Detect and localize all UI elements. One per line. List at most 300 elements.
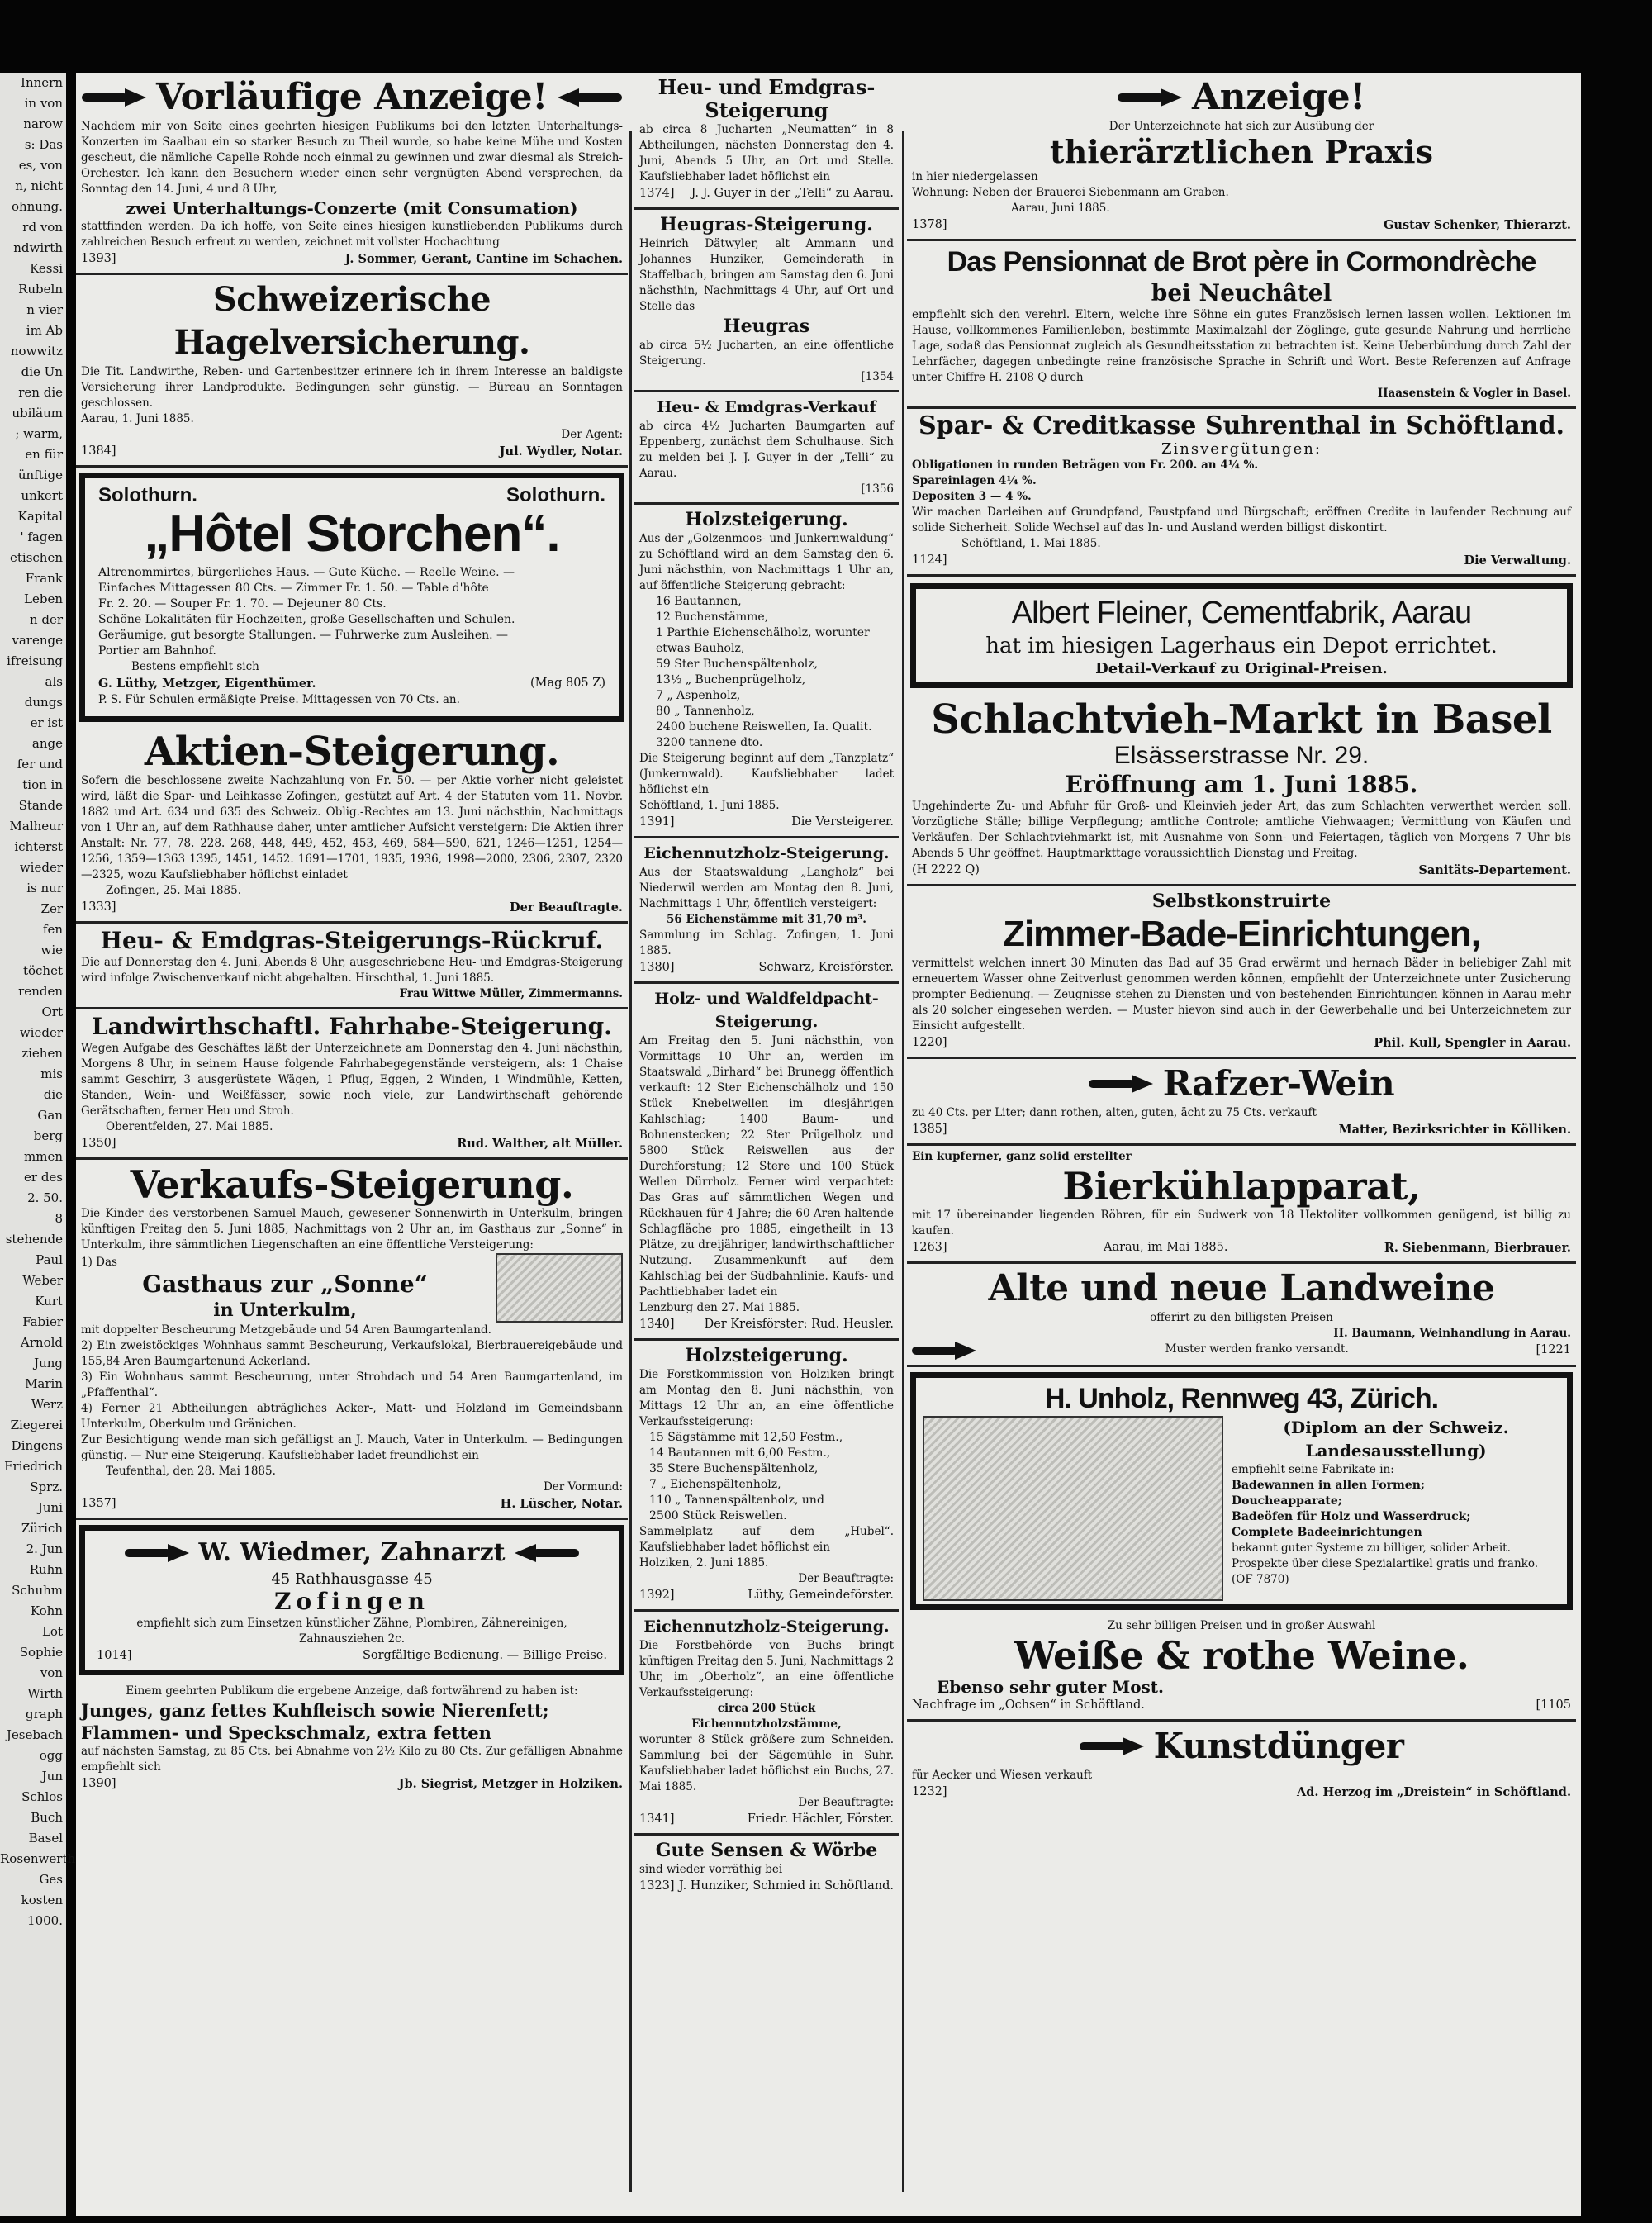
ad-highlight: Eröffnung am 1. Juni 1885. [1065, 771, 1418, 798]
fragment-line: unkert [21, 488, 63, 503]
ad-title: Eichennutzholz-Steigerung. [643, 844, 890, 862]
ad-number: [1221 [1536, 1343, 1571, 1356]
ad-text: Nachdem mir von Seite eines geehrten hiesigen Publikums bei den letzten Unterhaltungs-Konzerten im Saalbau ein so starker Besuch zu Theil wurde, so habe keine Mühe und Kosten gescheut, die nämliche Capelle Rohde noch einmal zu gewinnen und zwar diesmal als Streich-Orchester. Ich kann den Besuchern wieder einen sehr vergnügten Abend versprechen, da Sonntag den 14. Juni, 4 und 8 Uhr, [81, 120, 623, 196]
ad-signature: Die Verwaltung. [1464, 553, 1571, 568]
wood-item: 14 Bautannen mit 6,00 Festm., [649, 1446, 831, 1460]
fragment-line: Juni [37, 1500, 63, 1515]
ad-zimmer-bade [907, 886, 1576, 1059]
ad-agent-label: Der Beauftragte: [798, 1796, 894, 1809]
ad-title: Schweizerische Hagelversicherung. [173, 280, 530, 362]
fragment-line: berg [33, 1128, 63, 1143]
ad-text: empfiehlt seine Fabrikate in: [1232, 1463, 1394, 1476]
ad-title: Gute Sensen & Wörbe [655, 1840, 878, 1861]
wood-list [639, 1430, 894, 1524]
fragment-line: Weber [22, 1273, 63, 1288]
fragment-line: fen [42, 922, 63, 937]
ad-kuhfleisch [76, 1680, 628, 1798]
ad-text: Die Steigerung beginnt auf dem „Tanzplatz“ (Junkernwald). Kaufsliebhaber ladet höflichst ein [639, 752, 894, 796]
ad-signature: Der Beauftragte. [510, 900, 623, 914]
ad-signature: R. Siebenmann, Bierbrauer. [1384, 1241, 1571, 1255]
fragment-line: wieder [19, 860, 63, 875]
ad-headline: Flammen- und Speckschmalz, extra fetten [81, 1722, 491, 1743]
ad-number: 1220] [912, 1036, 947, 1049]
ad-date: Aarau, im Mai 1885. [1103, 1241, 1228, 1254]
ad-number: [1105 [1536, 1698, 1571, 1712]
ad-signature: Sanitäts-Departement. [1418, 863, 1571, 877]
ad-text: Aus der Staatswaldung „Langholz“ bei Niederwil werden am Montag den 8. Juni, Nachmittags 1 Uhr, öffentlich versteigert: [639, 866, 894, 910]
ad-heu-emdgras [634, 73, 899, 210]
ad-signature: Friedr. Hächler, Förster. [747, 1812, 894, 1826]
ad-footer: Muster werden franko versandt. [1165, 1342, 1349, 1356]
fragment-line: Kapital [17, 509, 63, 524]
ad-waldfeldpacht [634, 984, 899, 1341]
ad-number: 1333] [81, 900, 116, 914]
ad-number: 1391] [639, 815, 675, 829]
ad-signature: Schwarz, Kreisförster. [758, 961, 894, 974]
fragment-line: er des [24, 1170, 63, 1185]
ad-number: 1393] [81, 252, 116, 265]
column-rule [629, 131, 632, 2192]
ad-text: stattfinden werden. Da ich hoffe, von Seite eines hiesigen kunstliebenden Publikums durch zahlreichen Besuch erfreut zu werden, zeichnet mit vollster Hochachtung [81, 220, 623, 249]
ad-title: Albert Fleiner, Cementfabrik, Aarau [1011, 596, 1472, 630]
ad-date: Teufenthal, den 28. Mai 1885. [106, 1465, 276, 1478]
ad-heu-rueckruf [76, 924, 628, 1009]
ad-date: Holziken, 2. Juni 1885. [639, 1556, 769, 1570]
fragment-line: Wirth [27, 1686, 63, 1701]
ad-signature: Gustav Schenker, Thierarzt. [1384, 218, 1571, 232]
ad-number: 1390] [81, 1777, 116, 1790]
ad-text: Die Forstkommission von Holziken bringt am Montag den 8. Juni nächsthin, von Mittags 12 Uhr an, an eine öffentliche Verkaufssteigerung: [639, 1368, 894, 1428]
fragment-line: stehende [5, 1232, 63, 1247]
ad-agent-label: Der Agent: [561, 428, 623, 441]
wood-list [639, 594, 894, 751]
ad-text: zu 40 Cts. per Liter; dann rothen, alten, guten, ächt zu 75 Cts. verkauft [912, 1106, 1317, 1119]
ad-title: Anzeige! [1192, 76, 1365, 118]
ad-schlachtvieh-markt [907, 695, 1576, 886]
fragment-line: Ruhn [29, 1562, 63, 1577]
fragment-line: 2. Jun [26, 1541, 63, 1556]
ad-subtitle: Zinsvergütungen: [1161, 440, 1322, 458]
ad-title: Weiße & rothe Weine. [1014, 1633, 1469, 1678]
wood-item: 7 „ Eichenspältenholz, [649, 1478, 781, 1491]
fragment-line: dungs [24, 695, 63, 710]
ad-title: Heu- und Emdgras-Steigerung [657, 75, 876, 122]
fragment-line: Jung [34, 1356, 63, 1370]
fragment-line: Dingens [11, 1438, 63, 1453]
fragment-line: Buch [31, 1810, 63, 1825]
ad-text: sind wieder vorräthig bei [639, 1863, 783, 1876]
ad-title: Landwirthschaftl. Fahrhabe-Steigerung. [92, 1013, 612, 1040]
fragment-line: tion in [22, 777, 63, 792]
ad-text: mit 17 übereinander liegenden Röhren, für ein Sudwerk von 18 Hektoliter vollkommen genügend, ist billig zu kaufen. [912, 1209, 1571, 1237]
ad-title: Heu- & Emdgras-Verkauf [657, 398, 876, 416]
fragment-line: narow [23, 116, 63, 131]
ad-number: 1340] [639, 1318, 675, 1331]
ad-number: 1385] [912, 1123, 947, 1136]
ad-vorlaeufige-anzeige [76, 73, 628, 275]
fragment-line: ifreisung [7, 653, 63, 668]
fragment-line: Leben [24, 591, 63, 606]
fragment-line: Sprz. [30, 1480, 63, 1494]
ad-holzsteigerung-1 [634, 505, 899, 838]
fragment-line: Friedrich [4, 1459, 63, 1474]
ad-footer: Sorgfältige Bedienung. — Billige Preise. [362, 1649, 607, 1662]
fragment-line: Innern [21, 75, 63, 90]
rate-line: Obligationen in runden Beträgen von Fr. 200. an 4¼ %. [912, 458, 1259, 472]
ad-subtitle: Selbstkonstruirte [1151, 891, 1332, 912]
fragment-line: ohnung. [11, 199, 63, 214]
ad-highlight: Heugras [723, 316, 810, 337]
ad-signature: H. Baumann, Weinhandlung in Aarau. [1333, 1327, 1571, 1340]
ad-text: worunter 8 Stück größere zum Schneiden. Sammlung bei der Sägemühle in Suhr. Kaufsliebhaber ladet höflichst ein Buchs, 27. Mai 1885. [639, 1733, 894, 1793]
left-column-fragment [0, 73, 76, 2216]
ad-number: [1354 [861, 370, 894, 383]
ad-text: Detail-Verkauf zu Original-Preisen. [1095, 660, 1388, 677]
ad-title: Heugras-Steigerung. [660, 214, 873, 235]
hotel-detail-line: Altrenommirtes, bürgerliches Haus. — Gute Küche. — Reelle Weine. — [98, 566, 515, 579]
ad-number: 1357] [81, 1497, 116, 1510]
ad-eichennutzholz-2 [634, 1612, 899, 1836]
fragment-line: Fabier [22, 1314, 63, 1329]
fragment-line: ziehen [21, 1046, 63, 1061]
ad-kunstduenger [907, 1722, 1576, 1806]
ad-text: Nachfrage im „Ochsen“ in Schöftland. [912, 1698, 1145, 1712]
fragment-line: die Un [21, 364, 63, 379]
ad-title: Das Pensionnat de Brot père in Cormondrèche [947, 246, 1536, 278]
ad-signature: G. Lüthy, Metzger, Eigenthümer. [98, 677, 316, 691]
column-rule [902, 131, 904, 2192]
ad-title: Holzsteigerung. [685, 509, 848, 530]
ad-number: 1341] [639, 1812, 675, 1826]
ad-hagelversicherung [76, 275, 628, 468]
ad-holzsteigerung-2 [634, 1341, 899, 1612]
fragment-line: graph [26, 1707, 63, 1722]
ad-text: Die Kinder des verstorbenen Samuel Mauch, gewesener Sonnenwirth in Unterkulm, bringen künftigen Freitag den 5. Juni 1885, Nachmittags von 2 Uhr an, im Gasthaus zur „Sonne“ in Unterkulm, ihre sämmtlichen Liegenschaften an eine öffentliche Versteigerung: [81, 1207, 623, 1252]
fragment-line: Sophie [19, 1645, 63, 1660]
fragment-line: Basel [28, 1831, 63, 1845]
ad-heu-verkauf [634, 392, 899, 505]
fragment-line: Arnold [20, 1335, 63, 1350]
wood-item: 110 „ Tannenspältenholz, und [649, 1494, 824, 1507]
fragment-line: ; warm, [15, 426, 63, 441]
fragment-line: n, nicht [15, 178, 63, 193]
fragment-line: ünftige [17, 468, 63, 482]
ad-text: Einem geehrten Publikum die ergebene Anzeige, daß fortwährend zu haben ist: [126, 1684, 578, 1698]
ad-fahrhabe-steigerung [76, 1009, 628, 1160]
ad-title: Rafzer-Wein [1162, 1063, 1395, 1104]
bath-apparatus-illustration [923, 1416, 1223, 1601]
ad-heugras [634, 210, 899, 392]
fragment-line: etischen [10, 550, 63, 565]
fragment-line: Gan [37, 1108, 63, 1123]
ad-date: Aarau, Juni 1885. [1011, 202, 1110, 215]
fragment-line: Ges [39, 1872, 63, 1887]
fragment-line: Rubeln [18, 282, 63, 297]
fragment-line: ichterst [14, 839, 63, 854]
ad-text: Sammelplatz auf dem „Hubel“. Kaufsliebhaber ladet höflichst ein [639, 1525, 894, 1554]
ad-subtitle: bei Neuchâtel [1151, 279, 1332, 306]
ad-agent-label: Der Beauftragte: [798, 1572, 894, 1585]
fragment-line: Rosenwerth [0, 1851, 76, 1866]
ad-text: Wegen Aufgabe des Geschäftes läßt der Unterzeichnete am Donnerstag den 4. Juni nächsthin, Morgens 8 Uhr, in seinem Hause folgende Fahrhabegegenstände versteigern, als: 1 Chaise sammt Geschirr, 3 ausgerüstete Wägen, 1 Pflug, Eggen, 2 Winden, 1 Windmühle, Ketten, Standen, Wein- und Weißfässer, sowie noch viele, zur Landwirthschaft gehörende Gerätschaften, ferner Heu und Stroh. [81, 1042, 623, 1118]
ad-date: Aarau, 1. Juni 1885. [81, 412, 194, 425]
ad-number: 1384] [81, 444, 116, 458]
ad-date: Schöftland, 1. Juni 1885. [639, 799, 780, 812]
product-item: Badewannen in allen Formen; [1232, 1479, 1426, 1492]
ad-date: Zofingen, 25. Mai 1885. [106, 884, 242, 897]
ad-text: Sammlung im Schlag. Zofingen, 1. Juni 1885. [639, 929, 894, 957]
ad-number: 1350] [81, 1137, 116, 1150]
ad-number: [1356 [861, 482, 894, 496]
ad-text: bekannt guter Systeme zu billiger, solider Arbeit. Prospekte über diese Spezialartikel gratis und franko. (OF 7870) [1232, 1541, 1539, 1586]
fragment-line: nowwitz [10, 344, 63, 359]
newspaper-page [76, 73, 1581, 2216]
list-item: mit doppelter Bescheurung Metzgebäude und 54 Aren Baumgartenland. [81, 1323, 491, 1337]
ad-signature: Rud. Walther, alt Müller. [457, 1137, 623, 1151]
ad-title: Kunstdünger [1153, 1726, 1404, 1766]
fragment-line: es, von [18, 158, 63, 173]
wood-item: 12 Buchenstämme, [656, 610, 769, 624]
ad-subtitle: Zu sehr billigen Preisen und in großer Auswahl [1107, 1619, 1376, 1632]
ad-text: Die Tit. Landwirthe, Reben- und Gartenbesitzer erinnere ich in ihrem Interesse an baldigste Versicherung ihrer Landprodukte. Bedingungen sehr günstig. — Büreau an Sonntagen geschlossen. [81, 365, 623, 410]
fragment-line: mis [40, 1066, 63, 1081]
hotel-details [98, 565, 605, 659]
ad-number: 1232] [912, 1785, 947, 1798]
ad-pensionnat [907, 241, 1576, 409]
product-list [1232, 1478, 1560, 1541]
fragment-line: is nur [26, 881, 63, 895]
city-left: Solothurn. [98, 484, 197, 506]
fragment-line: mmen [24, 1149, 63, 1164]
ad-text: in hier niedergelassen [912, 170, 1038, 183]
ad-bierkuehlapparat [907, 1146, 1576, 1264]
ad-title: Bierkühlapparat, [1062, 1164, 1421, 1209]
wood-item: 2500 Stück Reiswellen. [649, 1509, 787, 1522]
ad-text: vermittelst welchen innert 30 Minuten das Bad auf 35 Grad erwärmt und hernach Bäder in beliebiger Zahl mit erneuertem Wasser ohne Zeitverlust genommen werden können, empfiehlt der Unterzeichnete unter Zusicherung prompter Bedienung. — Zeugnisse stehen zu Diensten und von bestehenden Einrichtungen können in Aarau mehr als 20 solcher eingesehen werden. — Muster hievon sind auch in der Gewerbehalle und bei Unterzeichnetem zur Einsicht aufgestellt. [912, 957, 1571, 1033]
ad-text: Die auf Donnerstag den 4. Juni, Abends 8 Uhr, ausgeschriebene Heu- und Emdgras-Steigerung wird infolge Zwischenverkauf nicht abgehalten. Hirschthal, 1. Juni 1885. [81, 956, 623, 985]
ad-landweine [907, 1264, 1576, 1367]
fragment-line: Schlos [21, 1789, 63, 1804]
pointing-hand-icon [513, 1544, 579, 1562]
fragment-line: Frank [25, 571, 63, 586]
fragment-line: die [43, 1087, 63, 1102]
ad-code: (Mag 805 Z) [529, 677, 605, 690]
ad-number: 1014] [97, 1649, 132, 1662]
pointing-hand-icon [125, 1544, 191, 1562]
ad-text: Ungehinderte Zu- und Abfuhr für Groß- und Kleinvieh jeder Art, das zum Schlachten verwerthet werden soll. Vorzügliche Ställe; billige Verpflegung; amtliche Controle; amtliche Viehwaagen; Vermittlung von Käufen und Verkäufen. Der Schlachtviehmarkt ist, mit Ausnahme von Sonn- und Feiertagen, täglich von Morgens 7 Uhr bis Abends 5 Uhr geöffnet. Hauptmarkttage voraussichtlich Dienstag und Freitag. [912, 800, 1571, 860]
ad-highlight: Eichennutzholzstämme, [691, 1717, 842, 1731]
fragment-line: Schuhm [12, 1583, 63, 1598]
fragment-line: im Ab [26, 323, 63, 338]
hotel-detail-line: Geräumige, gut besorgte Stallungen. — Fuhrwerke zum Ausleihen. — [98, 629, 509, 642]
wood-item: 1 Parthie Eichenschälholz, worunter etwas Bauholz, [656, 626, 870, 655]
ad-title: Eichennutzholz-Steigerung. [643, 1617, 890, 1636]
ad-headline: Junges, ganz fettes Kuhfleisch sowie Nierenfett; [81, 1700, 549, 1721]
ad-address: 45 Rathhausgasse 45 [271, 1570, 433, 1588]
fragment-line: en für [25, 447, 63, 462]
ad-text: Zur Besichtigung wende man sich gefälligst an J. Mauch, Vater in Unterkulm. — Bedingungen günstig. — Nur eine Steigerung. Kaufsliebhaber ladet freundlichst ein [81, 1433, 623, 1462]
ad-hotel-storchen [79, 473, 624, 722]
building-illustration [496, 1253, 623, 1323]
wood-item: 59 Ster Buchenspältenholz, [656, 658, 819, 671]
ad-text: ab circa 8 Jucharten „Neumatten“ in 8 Abtheilungen, nächsten Donnerstag den 4. Juni, Abends 5 Uhr, an Ort und Stelle. Kaufsliebhaber ladet höflichst ein [639, 123, 894, 183]
ad-text: Wir machen Darleihen auf Grundpfand, Faustpfand und Bürgschaft; eröffnen Credite in laufender Rechnung auf solide Sicherheit. Solide Wechsel auf das In- und Ausland werden billigst diskontirt. [912, 506, 1571, 534]
ad-text: Der Unterzeichnete hat sich zur Ausübung der [1108, 120, 1374, 133]
fragment-line: kosten [21, 1893, 63, 1907]
fragment-line: ' fagen [20, 530, 63, 544]
fragment-line: Marin [25, 1376, 63, 1391]
ad-signature: Lüthy, Gemeindeförster. [748, 1589, 894, 1602]
fragment-line: als [45, 674, 63, 689]
ad-eichennutzholz-1 [634, 838, 899, 984]
ad-city: Zofingen [274, 1588, 430, 1615]
ad-text: Bestens empfiehlt sich [131, 660, 259, 673]
ad-address: Wohnung: Neben der Brauerei Siebenmann am Graben. [912, 186, 1229, 199]
ad-number: 1374] [639, 187, 675, 200]
ad-text: Heinrich Dätwyler, alt Ammann und Johannes Hunziker, Gemeinderath in Staffelbach, bringen am Samstag den 6. Juni nächsthin, Nachmittags 4 Uhr, auf Ort und Stelle das [639, 237, 894, 313]
fragment-line: varenge [12, 633, 63, 648]
wood-item: 7 „ Aspenholz, [656, 689, 741, 702]
gasthaus-name: Gasthaus zur „Sonne“ [142, 1270, 428, 1298]
fragment-line: in von [24, 96, 63, 111]
product-item: Doucheapparate; [1232, 1494, 1342, 1508]
fragment-line: s: Das [24, 137, 63, 152]
ad-text: offerirt zu den billigsten Preisen [1150, 1311, 1333, 1324]
ad-guardian-label: Der Vormund: [543, 1480, 623, 1494]
ad-title: Holz- und Waldfeldpacht-Steigerung. [654, 990, 879, 1031]
fragment-line: von [40, 1665, 63, 1680]
ad-signature: J. J. Guyer in der „Telli“ zu Aarau. [691, 187, 894, 200]
ad-wiedmer-zahnarzt [79, 1525, 624, 1675]
ad-text: Am Freitag den 5. Juni nächsthin, von Vormittags 10 Uhr an, werden im Staatswald „Birhard“ bei Brunegg öffentlich verkauft: 12 Ster Eichenschälholz und 150 Stück Knebelwellen im diesjährigen Kahlschlag; 1400 Baum- und Bohnenstecken; 22 Ster Prügelholz und 5800 Stück Reiswellen aus der Durchforstung; 12 Stere und 100 Stück Wellen Dürrholz. Ferner wird verpachtet: Das Gras auf sämmtlichen Wegen und Rückhauen für 4 Jahre; die 60 Aren haltende Schlagfläche pro 1885, eingetheilt in 13 Plätze, zu dreijähriger, landwirthschaftlicher Nutzung. Zusammenkunft auf dem Kahlschlag bei der Südbahnlinie. Kaufs- und Pachtliebhaber ladet ein [639, 1034, 894, 1299]
ad-signature: Jb. Siegrist, Metzger in Holziken. [398, 1777, 623, 1791]
ad-signature: Haasenstein & Vogler in Basel. [1377, 387, 1571, 400]
wood-item: 15 Sägstämme mit 12,50 Festm., [649, 1431, 843, 1444]
fragment-line: 2. 50. [27, 1190, 63, 1205]
pointing-hand-icon [1089, 1075, 1155, 1093]
ad-date: Oberentfelden, 27. Mai 1885. [106, 1120, 273, 1133]
ad-title: Verkaufs-Steigerung. [130, 1162, 574, 1207]
fragment-line: Malheur [9, 819, 63, 834]
ad-title: Aktien-Steigerung. [144, 729, 560, 775]
ad-date: Lenzburg den 27. Mai 1885. [639, 1301, 800, 1314]
rate-line: Depositen 3 — 4 %. [912, 490, 1032, 503]
fragment-line: ren die [18, 385, 63, 400]
ad-title: Alte und neue Landweine [988, 1267, 1495, 1309]
city-right: Solothurn. [506, 484, 605, 506]
wood-item: 16 Bautannen, [656, 595, 742, 608]
ad-number: 1124] [912, 553, 947, 567]
fragment-line: Ziegerei [10, 1418, 63, 1432]
ad-date: Schöftland, 1. Mai 1885. [961, 537, 1101, 550]
column-2 [634, 73, 899, 1900]
ad-number: 1380] [639, 961, 675, 974]
ad-text: Aus der „Golzenmoos- und Junkernwaldung“ zu Schöftland wird an dem Samstag den 6. Juni nächsthin, von Nachmittags 1 Uhr an, auf öffentliche Steigerung gebracht: [639, 532, 894, 592]
fragment-line: rd von [22, 220, 63, 235]
ad-headline: thierärztlichen Praxis [1050, 133, 1433, 170]
fragment-line: ogg [39, 1748, 63, 1763]
ad-number: 1378] [912, 218, 947, 231]
ad-text: für Aecker und Wiesen verkauft [912, 1769, 1093, 1782]
ad-text: Sofern die beschlossene zweite Nachzahlung von Fr. 50. — per Aktie vorher nicht geleistet wird, läßt die Spar- und Leihkasse Zofingen, gestützt auf Art. 4 der Statuten vom 11. Novbr. 1882 und Art. 634 und 635 des Schweiz. Oblig.-Rechtes am 13. Juni nächsthin, Nachmittags von 1 Uhr an, auf dem Rathhause daher, unter amtlicher Aufsicht versteigern: Die Aktien ihrer Anstalt: Nr. 77, 78. 228. 268, 448, 449, 452, 453, 469, 584—590, 621, 1246—1251, 1254—1256, 1359—1363 1395, 1451, 1452. 1691—1701, 1935, 1936, 1998—2000, 2306, 2307, 2320—2325, wozu Kaufsliebhaber höflichst einladet [81, 774, 623, 881]
list-item: 1) Das [81, 1255, 117, 1269]
ad-subtitle: Ein kupferner, ganz solid erstellter [912, 1150, 1132, 1163]
ad-text: ab circa 5½ Jucharten, an eine öffentliche Steigerung. [639, 339, 894, 368]
ad-title: Vorläufige Anzeige! [156, 76, 548, 118]
fragment-line: 8 [55, 1211, 63, 1226]
wood-item: 35 Stere Buchenspältenholz, [649, 1462, 819, 1475]
fragment-line: Kurt [35, 1294, 63, 1309]
hotel-detail-line: Einfaches Mittagessen 80 Cts. — Zimmer Fr. 1. 50. — Table d'hôte [98, 582, 489, 595]
ad-signature: Ad. Herzog im „Dreistein“ in Schöftland. [1296, 1785, 1571, 1799]
ad-subtitle: (Diplom an der Schweiz. Landesausstellung) [1283, 1418, 1509, 1461]
product-item: Badeöfen für Holz und Wasserdruck; [1232, 1510, 1471, 1523]
ad-signature: H. Lüscher, Notar. [500, 1497, 623, 1511]
pointing-hand-icon [912, 1342, 978, 1360]
fragment-line: ubiläum [12, 406, 63, 420]
ad-verkaufs-steigerung [76, 1160, 628, 1520]
pointing-hand-icon [1080, 1737, 1146, 1755]
ad-title: Spar- & Creditkasse Suhrenthal in Schöftland. [918, 411, 1565, 440]
ad-text: Ebenso sehr guter Most. [937, 1677, 1165, 1697]
ad-text: empfiehlt sich zum Einsetzen künstlicher Zähne, Plombiren, Zähnereinigen, Zahnausziehen 2c. [136, 1617, 567, 1646]
ad-rafzer-wein [907, 1059, 1576, 1146]
ad-aktien-steigerung [76, 727, 628, 924]
fragment-line: renden [18, 984, 63, 999]
fragment-line: 1000. [27, 1913, 63, 1928]
ad-unholz [910, 1372, 1573, 1610]
ad-title: Holzsteigerung. [685, 1345, 848, 1366]
ad-signature: Der Kreisförster: Rud. Heusler. [704, 1318, 894, 1331]
ad-signature: Phil. Kull, Spengler in Aarau. [1374, 1036, 1571, 1050]
ad-albert-fleiner [910, 583, 1573, 688]
ad-signature: Matter, Bezirksrichter in Kölliken. [1338, 1123, 1571, 1137]
ad-address: Elsässerstrasse Nr. 29. [1113, 742, 1370, 769]
ad-signature: J. Hunziker, Schmied in Schöftland. [678, 1879, 894, 1893]
gasthaus-location: in Unterkulm, [213, 1299, 357, 1321]
ad-text: empfiehlt sich den verehrl. Eltern, welche ihre Söhne ein gutes Französisch lernen lassen wollen. Lektionen im Hause, vollkommenes Familienleben, bestimmte Maximalzahl der Zöglinge, gute gesunde Nahrung und herrliche Lage, sodaß das Pensionnat zugleich als Gesundheitsstation zu betrachten ist. Keine Ueberbürdung durch Zahl der Lehrfächer, dagegen unbedingte reine französische Sprache in Schrift und Wort. Beste Referenzen auf Anfrage unter Chiffre H. 2108 Q durch [912, 308, 1571, 384]
ad-text: Die Forstbehörde von Buchs bringt künftigen Freitag den 5. Juni, Nachmittags 2 Uhr, im „Oberholz“, an eine öffentliche Verkaufssteigerung: [639, 1639, 894, 1699]
ad-signature: J. Sommer, Gerant, Cantine im Schachen. [344, 252, 623, 266]
fragment-line: Ort [41, 1005, 63, 1019]
fragment-line: Stande [18, 798, 63, 813]
ad-highlight: zwei Unterhaltungs-Conzerte (mit Consumation) [126, 198, 578, 218]
fragment-line: Kohn [30, 1603, 63, 1618]
ad-weisse-rothe-weine [907, 1615, 1576, 1722]
fragment-line: ndwirth [13, 240, 63, 255]
fragment-line: Zer [40, 901, 63, 916]
fragment-line: Werz [31, 1397, 63, 1412]
list-item: 2) Ein zweistöckiges Wohnhaus sammt Bescheurung, Verkaufslokal, Bierbrauereigebäude und 155,84 Aren Baumgartenund Ackerland. [81, 1339, 623, 1368]
fragment-line: Paul [36, 1252, 63, 1267]
fragment-line: ange [31, 736, 63, 751]
wood-item: 13½ „ Buchenprügelholz, [656, 673, 806, 686]
ad-title: Schlachtvieh-Markt in Basel [931, 696, 1552, 743]
ad-highlight: 56 Eichenstämme mit 31,70 m³. [666, 913, 866, 926]
product-item: Complete Badeeinrichtungen [1232, 1526, 1422, 1539]
ad-signature: Die Versteigerer. [791, 815, 894, 829]
ad-number: 1323] [639, 1879, 675, 1893]
ad-spar-creditkasse [907, 409, 1576, 577]
ad-signature: Jul. Wydler, Notar. [499, 444, 623, 458]
hotel-detail-line: Schöne Lokalitäten für Hochzeiten, große Gesellschaften und Schulen. [98, 613, 515, 626]
fragment-line: wie [40, 943, 63, 957]
ad-postscript: P. S. Für Schulen ermäßigte Preise. Mittagessen von 70 Cts. an. [98, 693, 460, 706]
ad-title: H. Unholz, Rennweg 43, Zürich. [1044, 1383, 1439, 1414]
ad-thierarzt [907, 73, 1576, 241]
pointing-hand-icon [556, 88, 622, 107]
ad-sensen [634, 1836, 899, 1900]
